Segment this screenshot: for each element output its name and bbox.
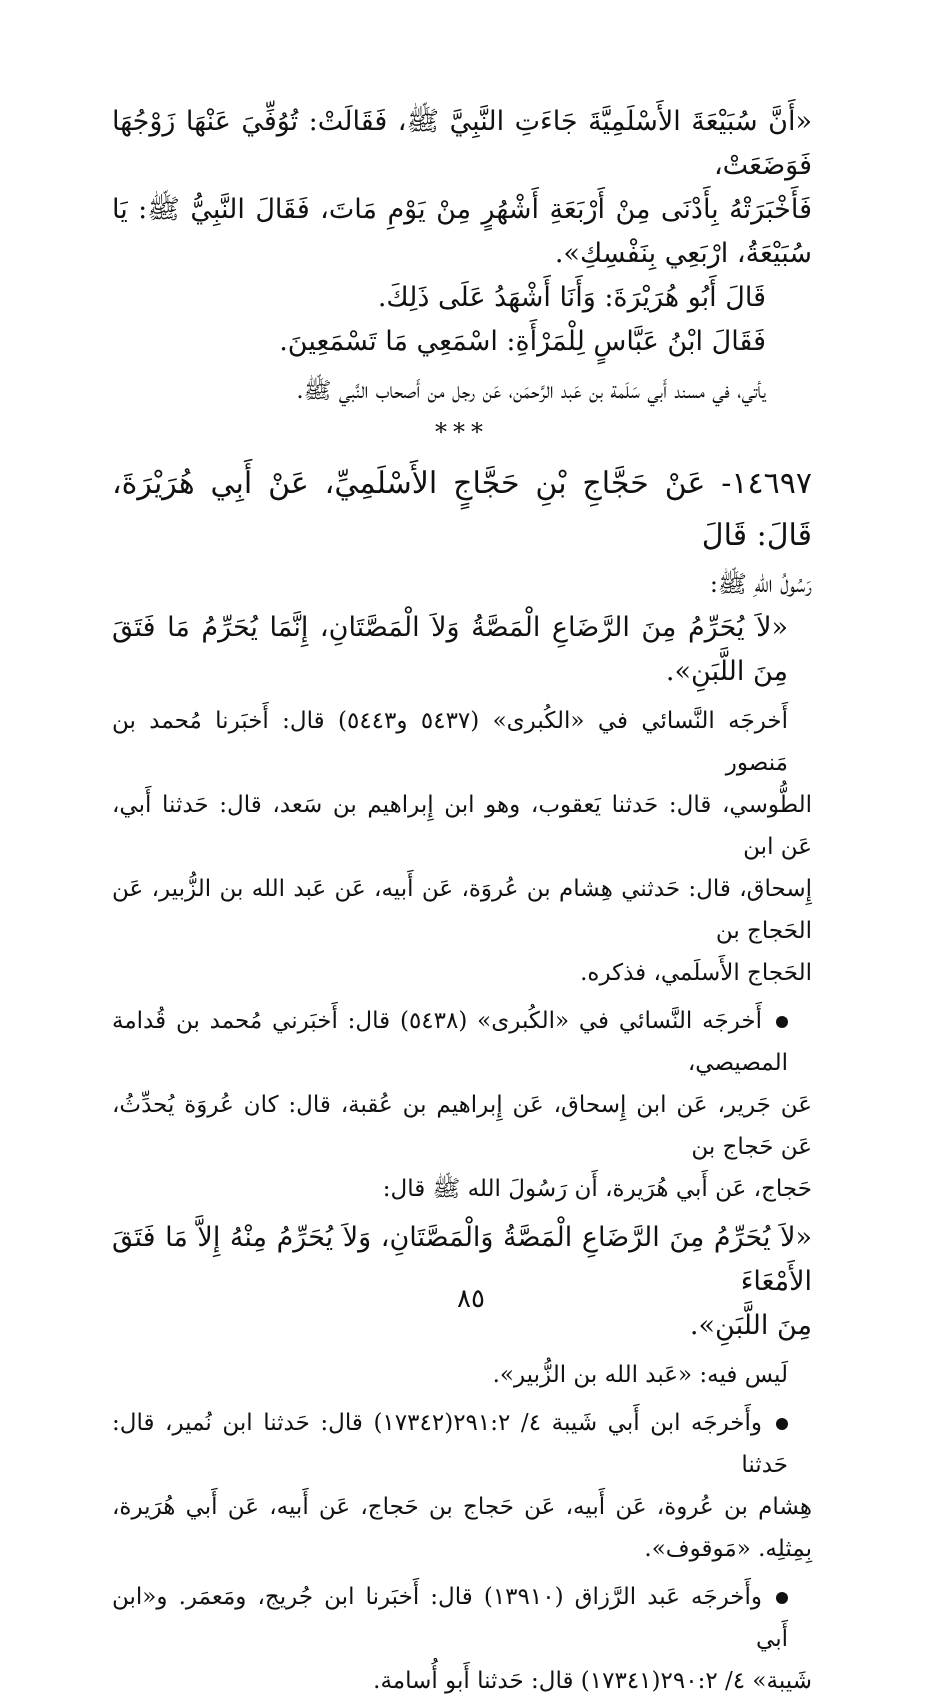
takhrij-line: وأَخرجَه عَبد الرَّزاق (١٣٩١٠) قال: أَخبَرنا ابن جُريج، ومَعمَر. و«ابن أَبي (112, 1584, 788, 1652)
takhrij-line: حَجاج، عَن أَبي هُرَيرة، أَن رَسُولَ الله ﷺ قال: (382, 1176, 812, 1202)
takhrij-line: هِشام بن عُروة، عَن أَبيه، عَن حَجاج بن حَجاج، عَن أَبيه، عَن أَبي هُرَيرة، بِمِثلِه. «مَوقوف». (112, 1494, 812, 1562)
bullet-icon (776, 1418, 788, 1430)
takhrij-1 (112, 700, 812, 994)
note-line: يأتي، في مسند أَبي سَلَمة بن عَبد الرَّحمَن، عَن رجل من أَصحاب النَّبي ﷺ. (296, 378, 766, 404)
quote-line: قَالَ أَبُو هُرَيْرَةَ: وَأَنَا أَشْهَدُ عَلَى ذَلِكَ. (377, 282, 766, 313)
hadith-header (112, 458, 812, 606)
quote-line: فَقَالَ ابْنُ عَبَّاسٍ لِلْمَرْأَةِ: اسْمَعِي مَا تَسْمَعِينَ. (279, 326, 766, 357)
takhrij-line: أَخرجَه النَّسائي في «الكُبرى» (٥٤٣٨) قال: أَخبَرني مُحمد بن قُدامة المصيصي، (112, 1008, 788, 1076)
hadith-text-1: «لاَ يُحَرِّمُ مِنَ الرَّضَاعِ الْمَصَّةُ وَلاَ الْمَصَّتَانِ، إِنَّمَا يُحَرِّمُ مَا فَتَقَ مِنَ اللَّبَنِ». (112, 612, 788, 687)
takhrij-4 (112, 1576, 812, 1702)
hadith-line: مِنَ اللَّبَنِ». (689, 1310, 812, 1341)
hadith-line: «لاَ يُحَرِّمُ مِنَ الرَّضَاعِ الْمَصَّةُ وَالْمَصَّتَانِ، وَلاَ يُحَرِّمُ مِنْهُ إِلاَّ مَا فَتَقَ الأَمْعَاءَ (112, 1222, 812, 1297)
quote-line: «أَنَّ سُبَيْعَةَ الأَسْلَمِيَّةَ جَاءَتِ النَّبِيَّ ﷺ، فَقَالَتْ: تُوُفِّيَ عَنْهَا زَوْجُهَا فَوَضَعَتْ، (112, 106, 812, 181)
takhrij-line: الحَجاج الأَسلَمي، فذكره. (580, 960, 812, 986)
takhrij-2 (112, 1000, 812, 1210)
takhrij-line: وأَخرجَه ابن أَبي شَيبة ٤/ ٢٩١:٢(١٧٣٤٢) قال: حَدثنا ابن نُمير، قال: حَدثنا (112, 1410, 788, 1478)
takhrij-line: شَيبة» ٤/ ٢٩٠:٢(١٧٣٤١) قال: حَدثنا أَبو أُسامة. (373, 1668, 812, 1694)
section-separator: *** (435, 418, 489, 446)
hadith-header-line: ١٤٦٩٧- عَنْ حَجَّاجِ بْنِ حَجَّاجٍ الأَسْلَمِيِّ، عَنْ أَبِي هُرَيْرَةَ، قَالَ: قَالَ (112, 466, 812, 553)
bullet-icon (776, 1016, 788, 1028)
page-number: ٨٥ (457, 1284, 485, 1314)
takhrij-line: إِسحاق، قال: حَدثني هِشام بن عُروَة، عَن أَبيه، عَن عَبد الله بن الزُّبير، عَن الحَجاج بن (112, 876, 812, 944)
takhrij-line: الطُّوسي، قال: حَدثنا يَعقوب، وهو ابن إِبراهيم بن سَعد، قال: حَدثنا أَبي، عَن ابن (112, 792, 812, 860)
note-2: لَيس فيه: «عَبد الله بن الزُّبير». (492, 1362, 788, 1388)
quote-line: فَأَخْبَرَتْهُ بِأَدْنَى مِنْ أَرْبَعَةِ أَشْهُرٍ مِنْ يَوْمِ مَاتَ، فَقَالَ النَّبِيُّ ﷺ: يَا سُبَيْعَةُ، ارْبَعِي بِنَفْسِكِ». (112, 194, 812, 269)
takhrij-line: أَخرجَه النَّسائي في «الكُبرى» (٥٤٣٧ و٥٤٤٣) قال: أَخبَرنا مُحمد بن مَنصور (112, 708, 789, 776)
takhrij-3 (112, 1402, 812, 1570)
quote-intro (112, 100, 812, 364)
hadith-text-2 (112, 1216, 812, 1348)
takhrij-line: عَن جَرير، عَن ابن إِسحاق، عَن إِبراهيم بن عُقبة، قال: كان عُروَة يُحدِّثُ، عَن حَجاج بن (112, 1092, 812, 1160)
bullet-icon (776, 1592, 788, 1604)
page-body (112, 100, 812, 1708)
hadith-header-line: رَسُولُ اللهِ ﷺ: (709, 570, 812, 598)
